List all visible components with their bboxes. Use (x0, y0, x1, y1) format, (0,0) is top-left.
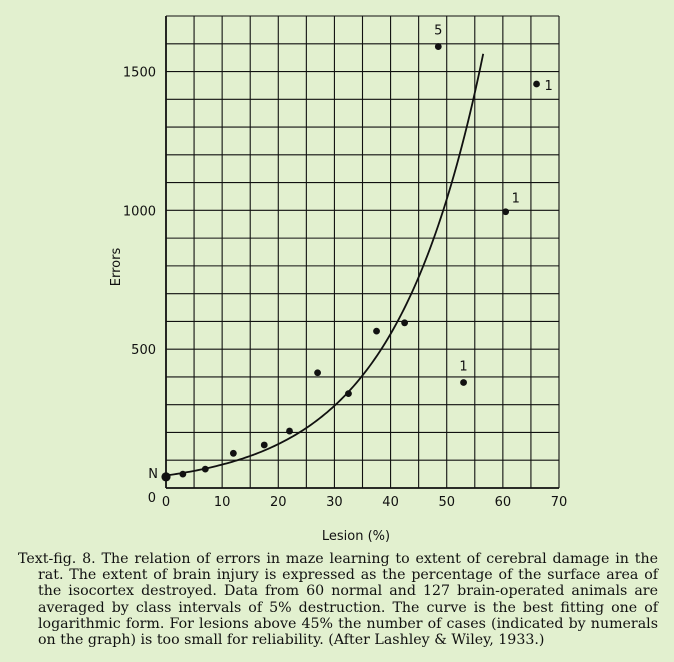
y-tick-label-zero: 0 (147, 491, 156, 506)
point-count-label: 1 (544, 79, 553, 95)
data-point (373, 328, 380, 335)
data-point (401, 319, 408, 326)
data-point (286, 428, 293, 435)
data-point (314, 369, 321, 376)
data-point (230, 450, 237, 457)
y-tick-label: 1500 (122, 65, 156, 81)
data-point (261, 442, 268, 449)
fitted-curve-layer (166, 54, 483, 476)
data-point (161, 472, 170, 481)
x-tick-label: 0 (161, 495, 171, 510)
y-tick-label-normal: N (148, 467, 158, 482)
data-point (435, 43, 442, 50)
data-points (161, 24, 552, 482)
data-point (533, 81, 540, 88)
x-tick-label: 20 (270, 495, 287, 510)
x-tick-label: 50 (438, 495, 455, 510)
data-point (202, 466, 209, 473)
data-point (179, 471, 186, 478)
point-count-label: 1 (511, 191, 520, 207)
caption-body: The relation of errors in maze learning to extent of cerebral damage in the rat. The extent of brain injury is expressed as the percentage of the surface area of the isocortex destroyed. Data from 60 normal and 127 brain-operated animals are averaged by class intervals of 5% destruction. The curve is the best fitting one of logarithmic form. For lesions above 45% the number of cases (indicated by numerals on the graph) is too small for reliability. (After Lashley & Wiley, 1933.) (38, 551, 658, 649)
x-tick-label: 40 (382, 495, 399, 510)
fitted-curve (166, 54, 483, 476)
figure-caption (18, 551, 658, 648)
grid (166, 16, 559, 488)
data-point (345, 390, 352, 397)
x-tick-label: 30 (326, 495, 343, 510)
y-tick-label: 500 (131, 343, 156, 359)
tick-labels (123, 66, 567, 510)
x-axis-label: Lesion (%) (321, 529, 391, 544)
caption-lead: Text-fig. 8. (18, 551, 96, 567)
y-axis-label: Errors (109, 247, 124, 287)
data-point (460, 379, 467, 386)
point-count-label: 1 (459, 359, 468, 375)
x-tick-label: 70 (550, 495, 568, 510)
data-point (502, 208, 509, 215)
y-tick-label: 1000 (122, 204, 156, 220)
x-tick-label: 10 (213, 495, 231, 510)
point-count-label: 5 (434, 23, 443, 39)
x-tick-label: 60 (494, 495, 512, 510)
